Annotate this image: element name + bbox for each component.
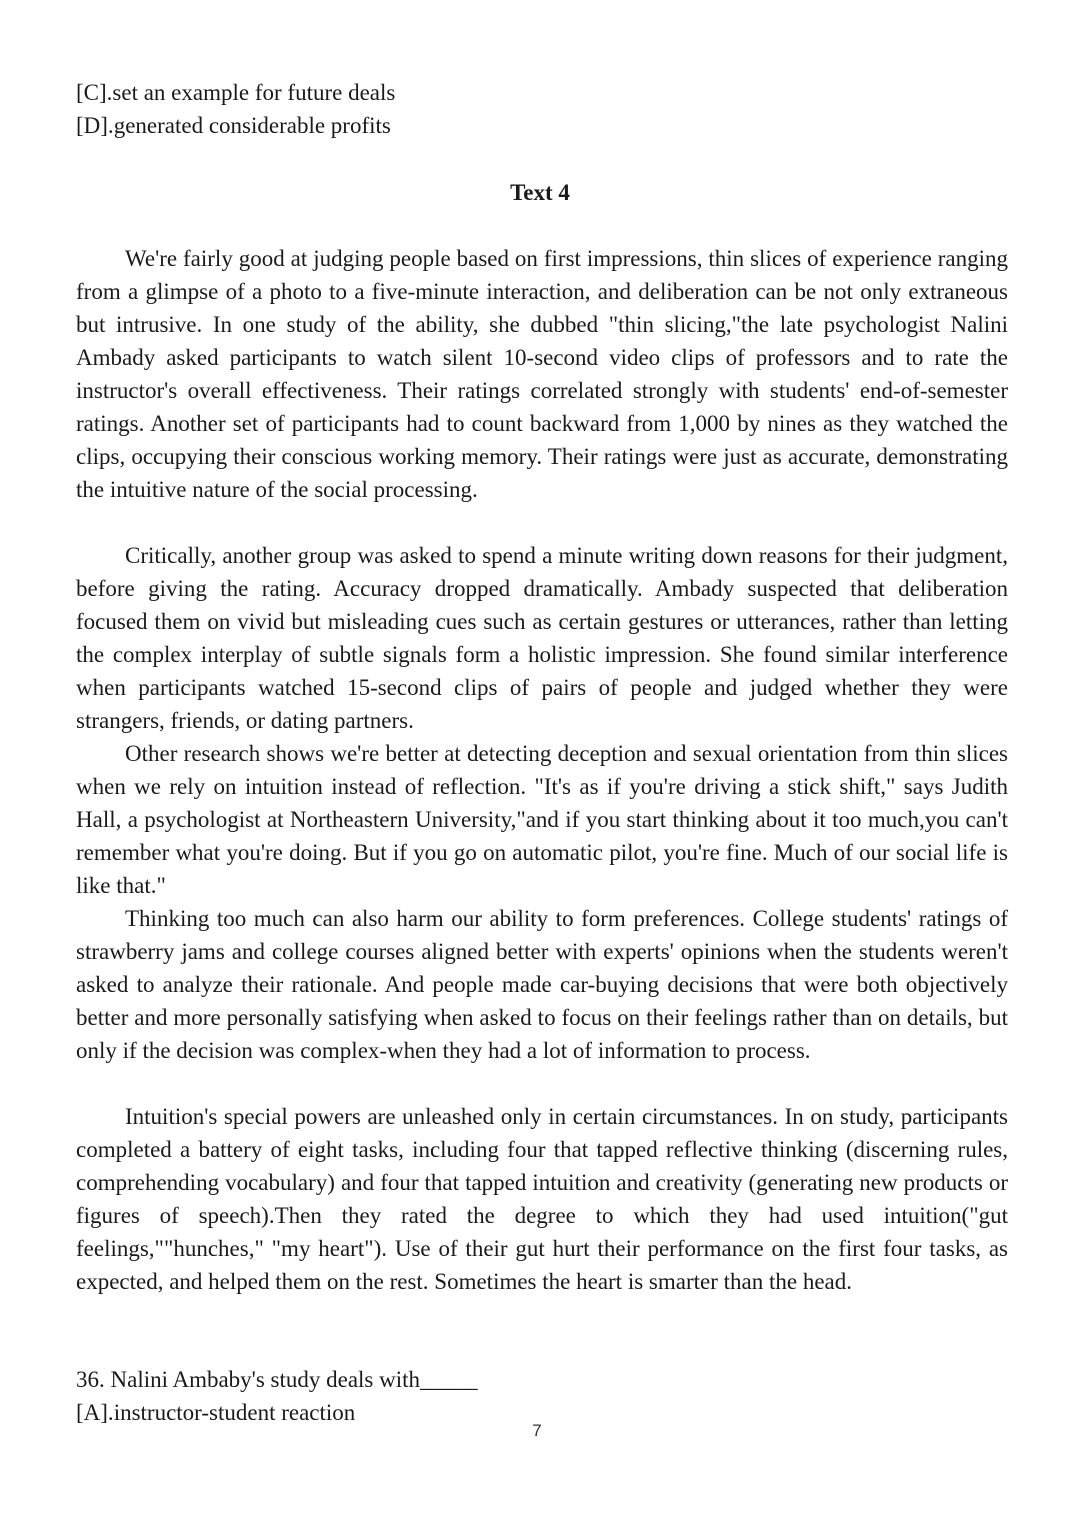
section-title: Text 4 <box>510 180 570 205</box>
option-text: set an example for future deals <box>112 80 396 105</box>
paragraph-5: Intuition's special powers are unleashed only in certain circumstances. In on study, participants completed a battery of eight tasks, including four that tapped reflective thinking (discerning rules, comprehending vocabulary) and four that tapped intuition and creativity (generating new products or figures of speech).Then they rated the degree to which they had used intuition("gut feelings,""hunches," "my heart"). Use of their gut hurt their performance on the first four tasks, as expected, and helped them on the rest. Sometimes the heart is smarter than the head. <box>76 1104 1008 1294</box>
option-label: [A]. <box>76 1400 114 1425</box>
question-stem: 36. Nalini Ambaby's study deals with_____ <box>76 1367 478 1392</box>
option-label: [D]. <box>76 113 114 138</box>
paragraph-3: Other research shows we're better at detecting deception and sexual orientation from thin slices when we rely on intuition instead of reflection. "It's as if you're driving a stick shift," says Judith Hall, a psychologist at Northeastern University,"and if you start thinking about it too much,you can't remember what you're doing. But if you go on automatic pilot, you're fine. Much of our social life is like that." <box>76 741 1008 898</box>
option-text: generated considerable profits <box>113 113 391 138</box>
page-number: 7 <box>532 1421 542 1440</box>
paragraph-1: We're fairly good at judging people based on first impressions, thin slices of experience ranging from a glimpse of a photo to a five-minute interaction, and deliberation can be not only extraneous but intrusive. In one study of the ability, she dubbed "thin slicing,"the late psychologist Nalini Ambady asked participants to watch silent 10-second video clips of professors and to rate the instructor's overall effectiveness. Their ratings correlated strongly with students' end-of-semester ratings. Another set of participants had to count backward from 1,000 by nines as they watched the clips, occupying their conscious working memory. Their ratings were just as accurate, demonstrating the intuitive nature of the social processing. <box>76 246 1008 502</box>
option-d <box>76 109 391 142</box>
paragraph-4: Thinking too much can also harm our ability to form preferences. College students' ratings of strawberry jams and college courses aligned better with experts' opinions when the students weren't asked to analyze their rationale. And people made car-buying decisions that were both objectively better and more personally satisfying when asked to focus on their feelings rather than on details, but only if the decision was complex-when they had a lot of information to process. <box>76 906 1008 1063</box>
option-label: [C]. <box>76 80 113 105</box>
paragraph-2: Critically, another group was asked to spend a minute writing down reasons for their judgment, before giving the rating. Accuracy dropped dramatically. Ambady suspected that deliberation focused them on vivid but misleading cues such as certain gestures or utterances, rather than letting the complex interplay of subtle signals form a holistic impression. She found similar interference when participants watched 15-second clips of pairs of people and judged whether they were strangers, friends, or dating partners. <box>76 543 1008 733</box>
option-text: instructor-student reaction <box>113 1400 356 1425</box>
option-c <box>76 76 395 109</box>
